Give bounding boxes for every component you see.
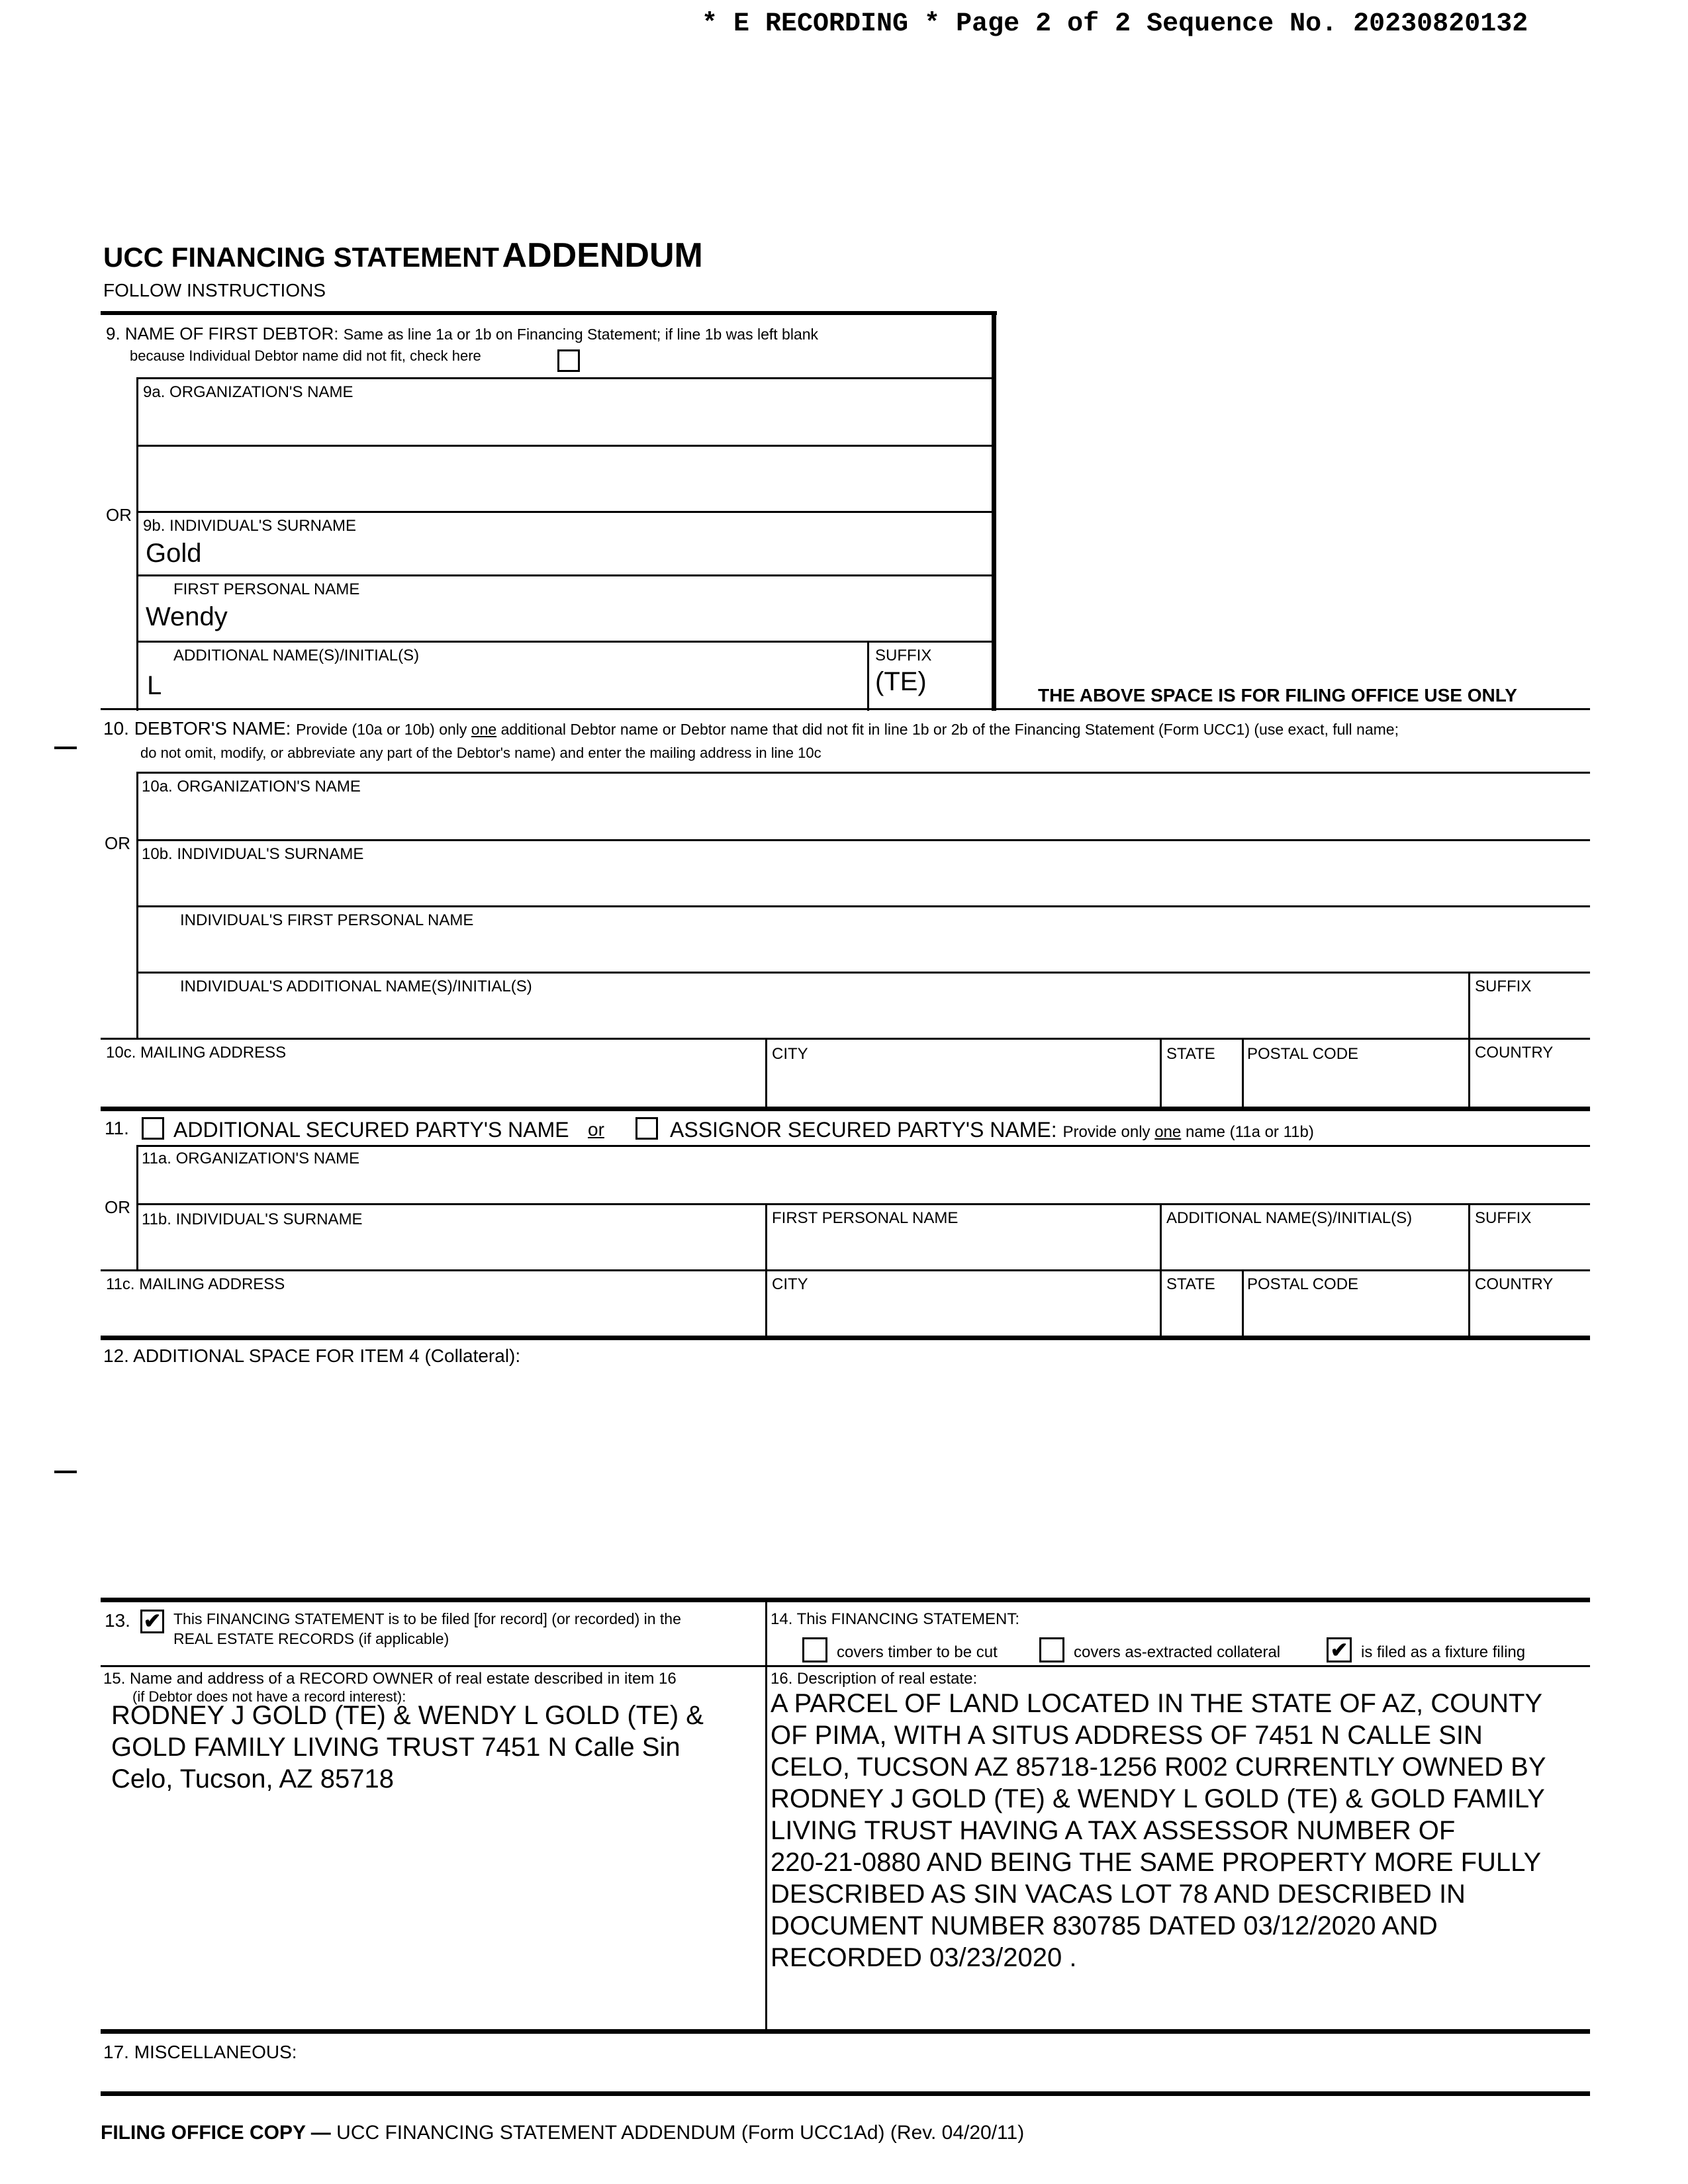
item13-label-line1: This FINANCING STATEMENT is to be filed [for record] (or recorded) in the <box>173 1610 681 1627</box>
item11-provide-b: name (11a or 11b) <box>1185 1123 1314 1141</box>
item10-label <box>103 719 1399 739</box>
item10-instruction-a: Provide (10a or 10b) only <box>296 721 467 738</box>
item9-line-d <box>136 574 994 576</box>
item11-or-word: or <box>588 1119 604 1140</box>
filing-office-notice: THE ABOVE SPACE IS FOR FILING OFFICE USE ONLY <box>1038 685 1517 705</box>
item11c-postal-label: POSTAL CODE <box>1247 1275 1359 1293</box>
item11-line-b <box>136 1203 1590 1205</box>
item10-instruction-b: additional Debtor name or Debtor name that did not fit in line 1b or 2b of the Financing Statement (Form UCC1) (use exact, full name; <box>500 721 1399 738</box>
footer-text: UCC FINANCING STATEMENT ADDENDUM (Form UCC1Ad) (Rev. 04/20/11) <box>336 2122 1025 2144</box>
item14-timber-label: covers timber to be cut <box>837 1643 998 1661</box>
item17-top-border <box>101 2029 1590 2034</box>
item9-label-instruction2: because Individual Debtor name did not fit, check here <box>130 347 481 364</box>
item11c-state-label: STATE <box>1166 1275 1215 1293</box>
follow-instructions: FOLLOW INSTRUCTIONS <box>103 280 326 300</box>
item11b-label: 11b. INDIVIDUAL'S SURNAME <box>142 1210 363 1228</box>
item12-top-border <box>101 1336 1590 1340</box>
form-title-main: UCC FINANCING STATEMENT <box>103 242 500 273</box>
item10c-postal-label: POSTAL CODE <box>1247 1045 1359 1063</box>
item9a-label: 9a. ORGANIZATION'S NAME <box>143 383 353 401</box>
item9-additional-label: ADDITIONAL NAME(S)/INITIAL(S) <box>173 647 420 664</box>
item14-extracted-label: covers as-extracted collateral <box>1074 1643 1281 1661</box>
item9-line-a <box>136 377 994 379</box>
item10c-state-label: STATE <box>1166 1045 1215 1063</box>
item11-or-label: OR <box>105 1197 130 1217</box>
item9-first-value: Wendy <box>146 602 228 631</box>
item11a-label: 11a. ORGANIZATION'S NAME <box>142 1150 360 1167</box>
item11-provide-a: Provide only <box>1062 1123 1150 1141</box>
item11-number: 11. <box>105 1118 129 1138</box>
item10-top-border <box>101 708 1590 710</box>
item9-additional-value: L <box>147 671 162 700</box>
item9-line-b <box>136 445 994 447</box>
item9-label-main: 9. NAME OF FIRST DEBTOR: <box>106 324 339 343</box>
item13-top-border <box>101 1598 1590 1602</box>
item15-record-owner-value: RODNEY J GOLD (TE) & WENDY L GOLD (TE) & GOLD FAMILY LIVING TRUST 7451 N Calle Sin Celo, Tucson, AZ 85718 <box>111 1701 704 1794</box>
item10-line-d <box>136 972 1590 974</box>
item15-label-line1: 15. Name and address of a RECORD OWNER of real estate described in item 16 <box>103 1670 677 1688</box>
bottom-border <box>101 2091 1590 2096</box>
item10c-mailing-label: 10c. MAILING ADDRESS <box>106 1044 287 1062</box>
item10c-state-divider <box>1160 1038 1162 1107</box>
item11-line-c <box>101 1269 1590 1271</box>
item10-additional-label: INDIVIDUAL'S ADDITIONAL NAME(S)/INITIAL(S) <box>180 978 532 995</box>
item10-line-a <box>136 772 1590 774</box>
item13-14-divider <box>765 1598 767 2030</box>
item16-real-estate-value: A PARCEL OF LAND LOCATED IN THE STATE OF AZ, COUNTY OF PIMA, WITH A SITUS ADDRESS OF 7451 N CALLE SIN CELO, TUCSON AZ 85718-1256 R002 CURRENTLY OWNED BY RODNEY J GOLD (TE) & WENDY L GOLD (TE) & GOLD FAMILY LIVING TRUST HAVING A TAX ASSESSOR NUMBER OF 220-21-0880 AND BEING THE SAME PROPERTY MORE FULLY DESCRIBED AS SIN VACAS LOT 78 AND DESCRIBED IN DOCUMENT NUMBER 830785 DATED 03/12/2020 AND RECORDED 03/23/2020 . <box>771 1689 1546 1972</box>
item9-line-e <box>136 641 994 643</box>
item11b-additional-label: ADDITIONAL NAME(S)/INITIAL(S) <box>1166 1209 1413 1227</box>
item11-line-a <box>136 1145 1590 1147</box>
item10-instruction-line2: do not omit, modify, or abbreviate any part of the Debtor's name) and enter the mailing address in line 10c <box>140 745 821 761</box>
item9-suffix-label: SUFFIX <box>875 647 932 664</box>
item15-top-border <box>101 1665 1590 1667</box>
form-title <box>103 236 703 275</box>
item10c-postal-divider <box>1242 1038 1244 1107</box>
check-icon: ✔ <box>1330 1638 1348 1662</box>
item14-label: 14. This FINANCING STATEMENT: <box>771 1610 1020 1628</box>
item14-extracted-checkbox[interactable] <box>1039 1637 1064 1662</box>
item10b-label: 10b. INDIVIDUAL'S SURNAME <box>142 845 364 863</box>
item9-label-instruction: Same as line 1a or 1b on Financing Statement; if line 1b was left blank <box>343 326 819 343</box>
item11-provide-text <box>1062 1123 1313 1141</box>
item14-fixture-label: is filed as a fixture filing <box>1361 1643 1526 1661</box>
item11b-first-label: FIRST PERSONAL NAME <box>772 1209 959 1227</box>
item11-assignor-checkbox[interactable] <box>635 1117 658 1140</box>
item11-assignor-label <box>670 1118 1314 1142</box>
item9-left-rule <box>136 377 138 711</box>
item10c-city-label: CITY <box>772 1045 808 1063</box>
item9-line-c <box>136 511 994 513</box>
item11-additional-label <box>173 1118 569 1142</box>
item13-label-line2: REAL ESTATE RECORDS (if applicable) <box>173 1630 449 1647</box>
item11-assignor-label-text: ASSIGNOR SECURED PARTY'S NAME: <box>670 1118 1057 1142</box>
item10-suffix-label: SUFFIX <box>1475 978 1532 995</box>
item13-number: 13. <box>105 1610 130 1631</box>
item10c-city-divider <box>765 1038 767 1107</box>
margin-mark-2 <box>54 1471 77 1473</box>
item10-label-main: 10. DEBTOR'S NAME: <box>103 718 291 739</box>
item17-label: 17. MISCELLANEOUS: <box>103 2042 297 2062</box>
item14-timber-checkbox[interactable] <box>802 1637 827 1662</box>
item9b-label: 9b. INDIVIDUAL'S SURNAME <box>143 517 356 535</box>
item13-checkbox[interactable] <box>140 1610 164 1633</box>
item11-additional-label-text: ADDITIONAL SECURED PARTY'S NAME <box>173 1118 569 1142</box>
item11b-suffix-label: SUFFIX <box>1475 1209 1532 1227</box>
recording-header: * E RECORDING * Page 2 of 2 Sequence No. 20230820132 <box>702 9 1528 39</box>
item9b-surname-value: Gold <box>146 539 202 568</box>
item10-instruction-one: one <box>471 721 497 738</box>
form-title-addendum: ADDENDUM <box>502 236 703 275</box>
item10-line-c <box>136 905 1590 907</box>
check-icon: ✔ <box>143 1609 162 1633</box>
item10-or-label: OR <box>105 833 130 853</box>
item16-label: 16. Description of real estate: <box>771 1670 978 1688</box>
item11-top-border <box>101 1107 1590 1111</box>
margin-mark-1 <box>54 747 77 749</box>
item10-instruction <box>296 721 1399 738</box>
item10-line-b <box>136 839 1590 841</box>
item9-suffix-divider <box>867 641 869 711</box>
item10c-country-label: COUNTRY <box>1475 1044 1554 1062</box>
item9-checkbox[interactable] <box>557 349 580 372</box>
item11c-postal-divider <box>1242 1269 1244 1336</box>
item11-left-rule <box>136 1145 138 1269</box>
item11-provide-one: one <box>1154 1123 1182 1141</box>
item11c-mailing-label: 11c. MAILING ADDRESS <box>106 1275 285 1293</box>
item9-suffix-value: (TE) <box>875 667 927 696</box>
item12-label: 12. ADDITIONAL SPACE FOR ITEM 4 (Collateral): <box>103 1345 521 1366</box>
item10a-label: 10a. ORGANIZATION'S NAME <box>142 778 361 796</box>
item9-top-border <box>101 311 997 315</box>
item10-line-e <box>101 1038 1590 1040</box>
item15-label-line2: (if Debtor does not have a record interest): <box>132 1688 406 1705</box>
item9-first-label: FIRST PERSONAL NAME <box>173 580 360 598</box>
item9-or-label: OR <box>106 505 132 525</box>
item11c-city-label: CITY <box>772 1275 808 1293</box>
item11-additional-checkbox[interactable] <box>142 1117 164 1140</box>
footer-bold: FILING OFFICE COPY — <box>101 2122 331 2144</box>
item11c-country-label: COUNTRY <box>1475 1275 1554 1293</box>
footer <box>101 2122 1024 2144</box>
item14-fixture-checkbox[interactable] <box>1327 1637 1352 1662</box>
item10-first-label: INDIVIDUAL'S FIRST PERSONAL NAME <box>180 911 474 929</box>
item9-label <box>106 324 818 343</box>
